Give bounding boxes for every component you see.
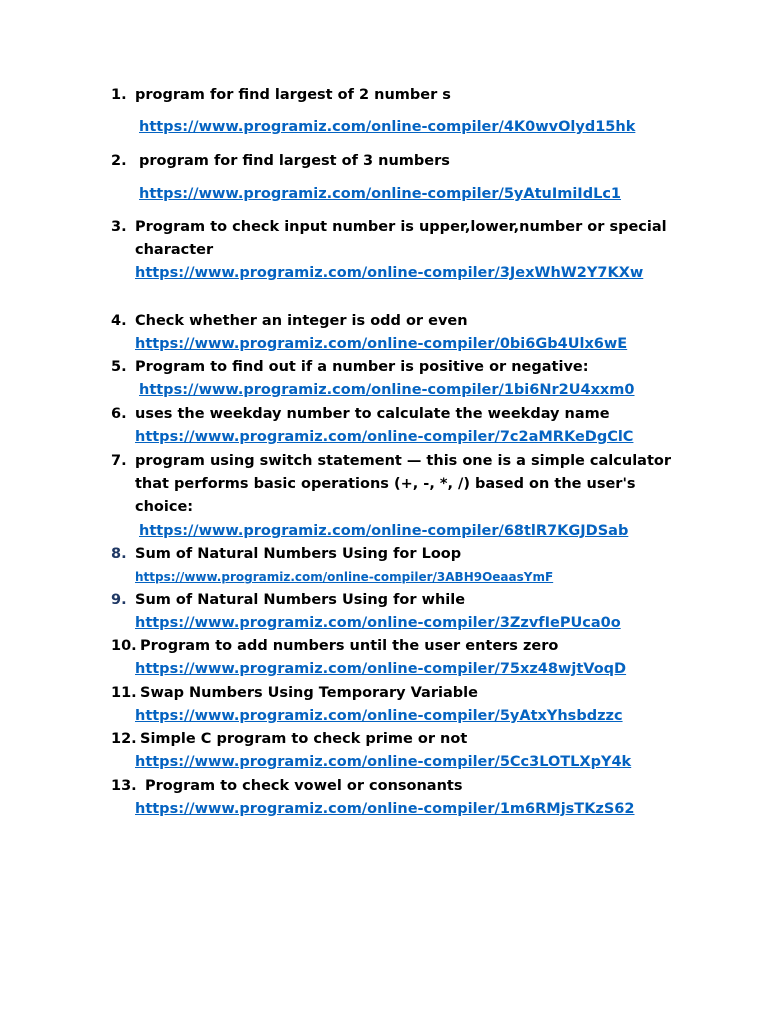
item-number: 12. [111,731,137,747]
item-title: Sum of Natural Numbers Using for while [135,592,466,608]
item-title: Check whether an integer is odd or even [135,313,468,329]
compiler-link[interactable]: https://www.programiz.com/online-compiler/3ZzvfIePUca0o [135,615,621,631]
item-number: 1. [111,87,127,103]
item-title: Program to check vowel or consonants [145,778,463,794]
compiler-link[interactable]: https://www.programiz.com/online-compiler/1bi6Nr2U4xxm0 [139,382,635,398]
compiler-link[interactable]: https://www.programiz.com/online-compiler/5yAtuImiIdLc1 [139,186,622,202]
item-title: Swap Numbers Using Temporary Variable [140,685,478,701]
compiler-link[interactable]: https://www.programiz.com/online-compiler/4K0wvOlyd15hk [139,119,636,135]
item-title: program for find largest of 2 number s [135,87,451,103]
compiler-link[interactable]: https://www.programiz.com/online-compiler/5yAtxYhsbdzzc [135,708,623,724]
item-title: uses the weekday number to calculate the weekday name [135,406,610,422]
item-number: 4. [111,313,127,329]
item-title-continued: character [135,242,214,258]
compiler-link[interactable]: https://www.programiz.com/online-compiler/3JexWhW2Y7KXw [135,265,644,281]
compiler-link[interactable]: https://www.programiz.com/online-compiler/0bi6Gb4Ulx6wE [135,336,628,352]
item-title: Program to check input number is upper,lower,number or special [135,219,667,235]
item-title: Program to add numbers until the user enters zero [140,638,559,654]
item-title: Sum of Natural Numbers Using for Loop [135,546,462,562]
item-title-continued: that performs basic operations (+, -, *, /) based on the user's [135,476,636,492]
item-number: 10. [111,638,137,654]
compiler-link[interactable]: https://www.programiz.com/online-compiler/75xz48wjtVoqD [135,661,627,677]
compiler-link[interactable]: https://www.programiz.com/online-compiler/5Cc3LOTLXpY4k [135,754,632,770]
item-number: 13. [111,778,137,794]
item-number: 3. [111,219,127,235]
item-title: program using switch statement — this one is a simple calculator [135,453,671,469]
item-title: Program to find out if a number is positive or negative: [135,359,589,375]
compiler-link[interactable]: https://www.programiz.com/online-compiler/68tlR7KGJDSab [139,523,629,539]
item-number: 6. [111,406,127,422]
item-number: 2. [111,153,127,169]
item-number: 11. [111,685,137,701]
compiler-link[interactable]: https://www.programiz.com/online-compiler/1m6RMjsTKzS62 [135,801,635,817]
item-title-continued: choice: [135,499,194,515]
item-title: Simple C program to check prime or not [140,731,468,747]
compiler-link[interactable]: https://www.programiz.com/online-compiler/3ABH9OeaasYmF [135,570,554,584]
item-number: 7. [111,453,127,469]
item-title: program for find largest of 3 numbers [139,153,450,169]
item-number: 8. [111,546,127,562]
item-number: 5. [111,359,127,375]
item-number: 9. [111,592,127,608]
compiler-link[interactable]: https://www.programiz.com/online-compiler/7c2aMRKeDgClC [135,429,634,445]
